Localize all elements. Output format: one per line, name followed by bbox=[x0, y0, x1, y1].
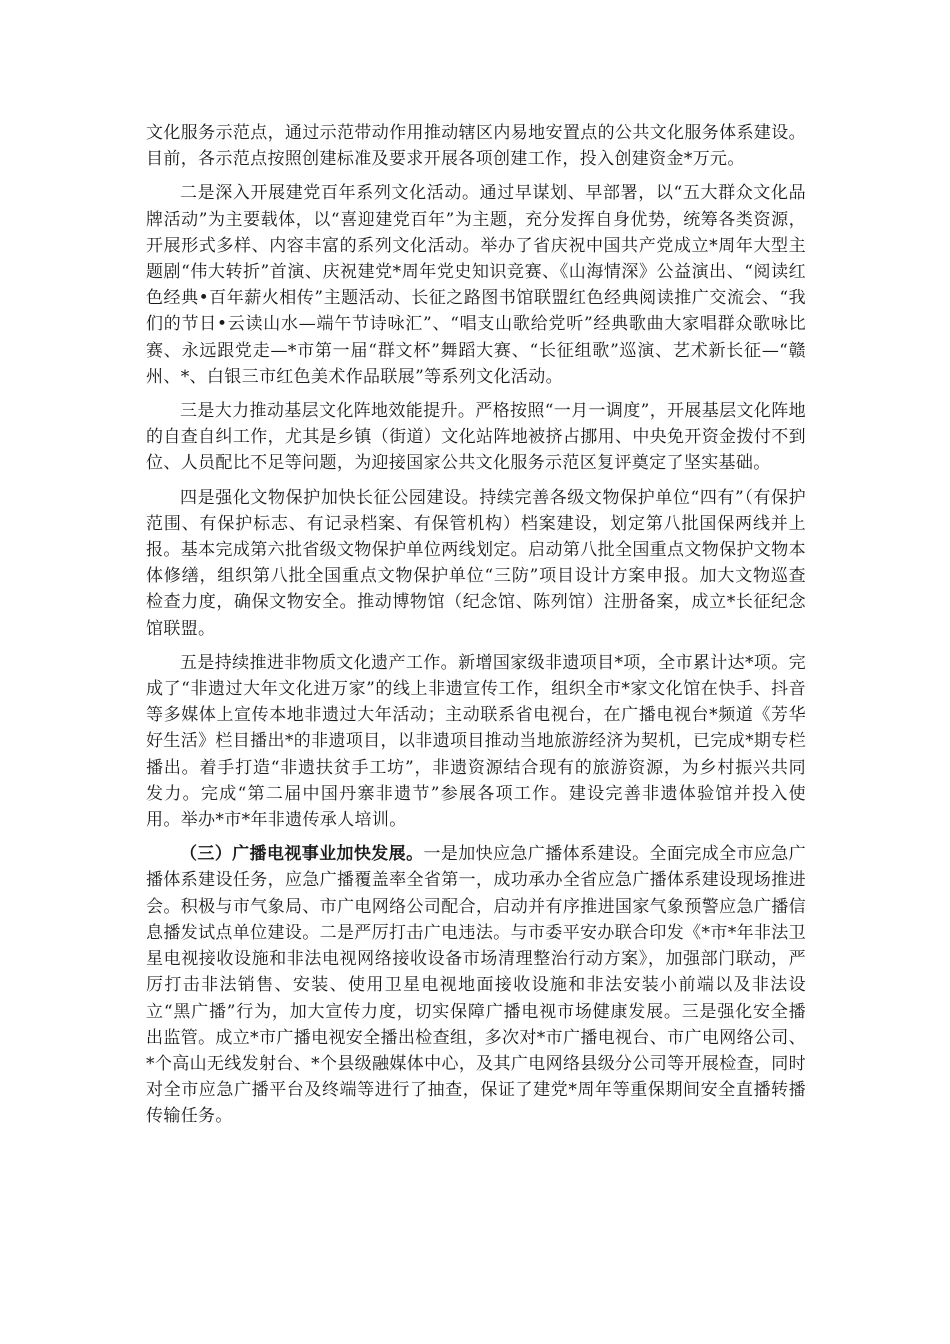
paragraph-2: 二是深入开展建党百年系列文化活动。通过早谋划、早部署，以“五大群众文化品牌活动”为主要载体，以“喜迎建党百年”为主题，充分发挥自身优势，统筹各类资源，开展形式多样、内容丰富的系列文化活动。举办了省庆祝中国共产党成立*周年大型主题剧“伟大转折”首演、庆祝建党*周年党史知识竞赛、《山海情深》公益演出、“阅读红色经典•百年薪火相传”主题活动、长征之路图书馆联盟红色经典阅读推广交流会、“我们的节日•云读山水—端午节诗咏汇”、“唱支山歌给党听”经典歌曲大家唱群众歌咏比赛、永远跟党走—*市第一届“群文杯”舞蹈大赛、“长征组歌”巡演、艺术新长征—“赣州、*、白银三市红色美术作品联展”等系列文化活动。 bbox=[146, 183, 806, 387]
paragraph-1: 文化服务示范点，通过示范带动作用推动辖区内易地安置点的公共文化服务体系建设。目前，各示范点按照创建标准及要求开展各项创建工作，投入创建资金*万元。 bbox=[146, 123, 806, 170]
document-body bbox=[146, 120, 806, 1130]
paragraph-6 bbox=[146, 841, 806, 1129]
paragraph-5: 五是持续推进非物质文化遗产工作。新增国家级非遗项目*项，全市累计达*项。完成了“非遗过大年文化进万家”的线上非遗宣传工作，组织全市*家文化馆在快手、抖音等多媒体上宣传本地非遗过大年活动；主动联系省电视台，在广播电视台*频道《芳华好生活》栏目播出*的非遗项目，以非遗项目推动当地旅游经济为契机，已完成*期专栏播出。着手打造“非遗扶贫手工坊”，非遗资源结合现有的旅游资源，为乡村振兴共同发力。完成“第二届中国丹寨非遗节”参展各项工作。建设完善非遗体验馆并投入使用。举办*市*年非遗传承人培训。 bbox=[146, 652, 806, 831]
paragraph-6-body: 一是加快应急广播体系建设。全面完成全市应急广播体系建设任务，应急广播覆盖率全省第一，成功承办全省应急广播体系建设现场推进会。积极与市气象局、市广电网络公司配合，启动并有序推进国家气象预警应急广播信息播发试点单位建设。二是严厉打击广电违法。与市委平安办联合印发《*市*年非法卫星电视接收设施和非法电视网络接收设备市场清理整治行动方案》，加强部门联动，严厉打击非法销售、安装、使用卫星电视地面接收设施和非法安装小前端以及非法设立“黑广播”行为，加大宣传力度，切实保障广播电视市场健康发展。三是强化安全播出监管。成立*市广播电视安全播出检查组，多次对*市广播电视台、市广电网络公司、*个高山无线发射台、*个县级融媒体中心，及其广电网络县级分公司等开展检查，同时对全市应急广播平台及终端等进行了抽查，保证了建党*周年等重保期间安全直播转播传输任务。 bbox=[146, 844, 807, 1127]
paragraph-3: 三是大力推动基层文化阵地效能提升。严格按照“一月一调度”，开展基层文化阵地的自查自纠工作，尤其是乡镇（街道）文化站阵地被挤占挪用、中央免开资金拨付不到位、人员配比不足等问题，为迎接国家公共文化服务示范区复评奠定了坚实基础。 bbox=[146, 401, 806, 474]
paragraph-4: 四是强化文物保护加快长征公园建设。持续完善各级文物保护单位“四有”（有保护范围、有保护标志、有记录档案、有保管机构）档案建设，划定第八批国保两线并上报。基本完成第六批省级文物保护单位两线划定。启动第八批全国重点文物保护文物本体修缮，组织第八批全国重点文物保护单位“三防”项目设计方案申报。加大文物巡查检查力度，确保文物安全。推动博物馆（纪念馆、陈列馆）注册备案，成立*长征纪念馆联盟。 bbox=[146, 487, 806, 639]
section-heading: （三）广播电视事业加快发展。 bbox=[180, 844, 424, 865]
